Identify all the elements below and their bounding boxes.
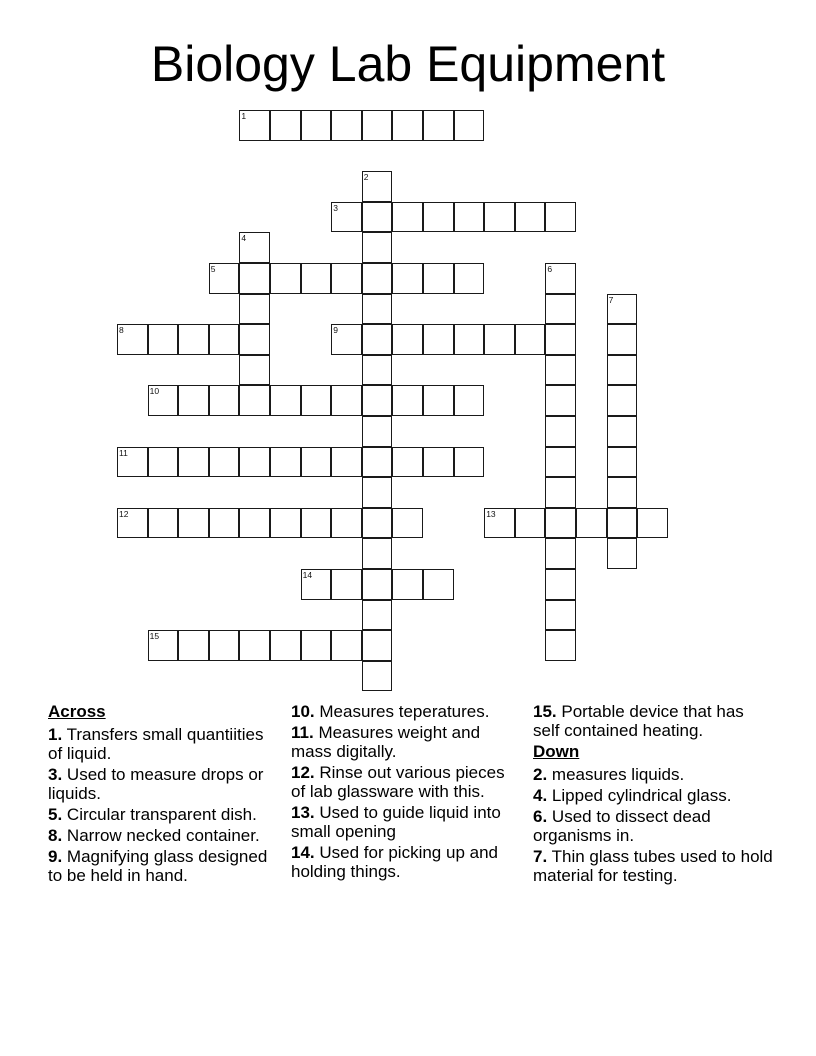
clue-text: Rinse out various pieces of lab glassware with this. <box>291 763 505 801</box>
grid-cell[interactable] <box>270 630 301 661</box>
clue-across-8 <box>48 826 278 845</box>
grid-cell[interactable] <box>209 447 240 478</box>
grid-cell[interactable] <box>423 324 454 355</box>
clue-number: 12. <box>291 763 315 782</box>
clue-number: 1. <box>48 725 63 744</box>
grid-cell[interactable] <box>178 447 209 478</box>
cell-number: 3 <box>333 202 338 213</box>
clue-text: Magnifying glass designed to be held in hand. <box>48 847 268 885</box>
grid-cell[interactable] <box>301 385 332 416</box>
grid-cell[interactable] <box>239 232 270 263</box>
grid-cell[interactable] <box>362 263 393 294</box>
clue-text: Measures weight and mass digitally. <box>291 723 481 761</box>
grid-cell[interactable] <box>148 324 179 355</box>
grid-cell[interactable] <box>239 508 270 539</box>
grid-cell[interactable] <box>239 324 270 355</box>
grid-cell[interactable] <box>239 294 270 325</box>
grid-cell[interactable] <box>454 385 485 416</box>
grid-cell[interactable] <box>209 385 240 416</box>
grid-cell[interactable] <box>148 630 179 661</box>
grid-cell[interactable] <box>545 294 576 325</box>
clue-number: 5. <box>48 805 63 824</box>
grid-cell[interactable] <box>301 110 332 141</box>
clue-number: 3. <box>48 765 63 784</box>
cell-number: 10 <box>149 386 160 397</box>
grid-cell[interactable] <box>607 477 638 508</box>
grid-cell[interactable] <box>362 416 393 447</box>
grid-cell[interactable] <box>454 447 485 478</box>
grid-cell[interactable] <box>331 110 362 141</box>
clue-text: Transfers small quantiities of liquid. <box>48 725 264 763</box>
grid-cell[interactable] <box>117 508 148 539</box>
grid-cell[interactable] <box>301 569 332 600</box>
grid-cell[interactable] <box>423 385 454 416</box>
clue-across-9 <box>48 847 278 885</box>
grid-cell[interactable] <box>545 630 576 661</box>
grid-cell[interactable] <box>607 508 638 539</box>
grid-cell[interactable] <box>148 508 179 539</box>
grid-cell[interactable] <box>362 538 393 569</box>
clue-number: 13. <box>291 803 315 822</box>
cell-number: 9 <box>333 325 338 336</box>
clue-across-3 <box>48 765 278 803</box>
grid-cell[interactable] <box>515 508 546 539</box>
grid-cell[interactable] <box>331 569 362 600</box>
clue-across-1 <box>48 725 278 763</box>
clue-text: Circular transparent dish. <box>66 805 257 824</box>
cell-number: 4 <box>241 233 247 244</box>
grid-cell[interactable] <box>545 600 576 631</box>
grid-cell[interactable] <box>392 508 423 539</box>
clue-across-11 <box>291 723 521 761</box>
clue-text: Lipped cylindrical glass. <box>551 786 732 805</box>
grid-cell[interactable] <box>454 324 485 355</box>
cell-number: 6 <box>547 264 553 274</box>
clue-text: Narrow necked container. <box>66 826 260 845</box>
clue-number: 15. <box>533 702 557 721</box>
grid-cell[interactable] <box>515 202 546 233</box>
grid-cell[interactable] <box>362 600 393 631</box>
grid-cell[interactable] <box>301 630 332 661</box>
grid-cell[interactable] <box>362 232 393 263</box>
grid-cell[interactable] <box>484 508 515 539</box>
cell-number: 5 <box>210 264 216 274</box>
grid-cell[interactable] <box>270 508 301 539</box>
grid-cell[interactable] <box>331 263 362 294</box>
clue-text: Used to measure drops or liquids. <box>48 765 264 803</box>
grid-cell[interactable] <box>454 202 485 233</box>
grid-cell[interactable] <box>392 324 423 355</box>
clue-number: 4. <box>533 786 548 805</box>
grid-cell[interactable] <box>270 263 301 294</box>
grid-cell[interactable] <box>515 324 546 355</box>
grid-cell[interactable] <box>545 569 576 600</box>
grid-cell[interactable] <box>178 324 209 355</box>
grid-cell[interactable] <box>545 538 576 569</box>
grid-cell[interactable] <box>423 569 454 600</box>
grid-cell[interactable] <box>423 202 454 233</box>
grid-cell[interactable] <box>637 508 668 539</box>
grid-cell[interactable] <box>392 110 423 141</box>
clue-across-5 <box>48 805 278 824</box>
grid-cell[interactable] <box>392 385 423 416</box>
cell-number: 15 <box>149 631 160 642</box>
grid-cell[interactable] <box>484 324 515 355</box>
clue-number: 14. <box>291 843 315 862</box>
grid-cell[interactable] <box>301 447 332 478</box>
grid-cell[interactable] <box>239 355 270 386</box>
clue-down-2 <box>533 765 773 784</box>
grid-cell[interactable] <box>331 447 362 478</box>
clue-across-10 <box>291 702 521 721</box>
grid-cell[interactable] <box>423 263 454 294</box>
clue-text: Portable device that has self contained heating. <box>533 702 744 740</box>
clue-number: 8. <box>48 826 63 845</box>
grid-cell[interactable] <box>362 385 393 416</box>
clue-number: 6. <box>533 807 548 826</box>
clue-across-15 <box>533 702 773 740</box>
grid-cell[interactable] <box>454 263 485 294</box>
clue-text: Used to dissect dead organisms in. <box>533 807 711 845</box>
clue-across-14 <box>291 843 521 881</box>
clue-across-12 <box>291 763 521 801</box>
grid-cell[interactable] <box>545 202 576 233</box>
grid-cell[interactable] <box>209 324 240 355</box>
grid-cell[interactable] <box>362 569 393 600</box>
puzzle-title: Biology Lab Equipment <box>150 36 666 92</box>
grid-cell[interactable] <box>362 477 393 508</box>
grid-cell[interactable] <box>362 447 393 478</box>
grid-cell[interactable] <box>239 385 270 416</box>
grid-cell[interactable] <box>545 477 576 508</box>
grid-cell[interactable] <box>362 294 393 325</box>
clue-number: 7. <box>533 847 548 866</box>
clue-number: 9. <box>48 847 63 866</box>
grid-cell[interactable] <box>607 538 638 569</box>
cell-number: 7 <box>608 294 614 305</box>
grid-cell[interactable] <box>331 202 362 233</box>
cell-number: 12 <box>119 508 129 519</box>
grid-cell[interactable] <box>607 416 638 447</box>
grid-cell[interactable] <box>484 202 515 233</box>
grid-cell[interactable] <box>545 263 576 294</box>
grid-cell[interactable] <box>545 324 576 355</box>
clue-down-7 <box>533 847 773 885</box>
clues-column-3 <box>533 702 773 887</box>
cell-number: 2 <box>363 172 369 183</box>
grid-cell[interactable] <box>545 508 576 539</box>
grid-cell[interactable] <box>392 202 423 233</box>
grid-cell[interactable] <box>545 447 576 478</box>
clue-across-13 <box>291 803 521 841</box>
down-heading: Down <box>533 742 580 761</box>
across-heading: Across <box>48 702 106 721</box>
grid-cell[interactable] <box>545 355 576 386</box>
grid-cell[interactable] <box>239 447 270 478</box>
grid-cell[interactable] <box>209 263 240 294</box>
grid-cell[interactable] <box>362 661 393 692</box>
grid-cell[interactable] <box>423 110 454 141</box>
grid-cell[interactable] <box>239 263 270 294</box>
clue-number: 10. <box>291 702 315 721</box>
grid-cell[interactable] <box>423 447 454 478</box>
clue-text: Thin glass tubes used to hold material for testing. <box>533 847 773 885</box>
grid-cell[interactable] <box>209 630 240 661</box>
grid-cell[interactable] <box>607 294 638 325</box>
cell-number: 13 <box>486 508 496 519</box>
grid-cell[interactable] <box>392 447 423 478</box>
clues-column-2 <box>291 702 521 883</box>
grid-cell[interactable] <box>362 355 393 386</box>
grid-cell[interactable] <box>362 508 393 539</box>
grid-cell[interactable] <box>545 385 576 416</box>
grid-cell[interactable] <box>362 630 393 661</box>
grid-cell[interactable] <box>607 447 638 478</box>
grid-cell[interactable] <box>148 447 179 478</box>
cell-number: 11 <box>119 447 128 458</box>
grid-cell[interactable] <box>392 569 423 600</box>
clue-number: 11. <box>291 723 314 742</box>
clue-text: Used to guide liquid into small opening <box>291 803 501 841</box>
cell-number: 1 <box>241 111 247 121</box>
grid-cell[interactable] <box>239 630 270 661</box>
grid-cell[interactable] <box>270 447 301 478</box>
grid-cell[interactable] <box>117 324 148 355</box>
grid-cell[interactable] <box>576 508 607 539</box>
cell-number: 8 <box>119 325 124 336</box>
grid-cell[interactable] <box>331 630 362 661</box>
grid-cell[interactable] <box>148 385 179 416</box>
clues-column-1 <box>48 702 278 887</box>
grid-cell[interactable] <box>362 171 393 202</box>
grid-cell[interactable] <box>270 110 301 141</box>
grid-cell[interactable] <box>178 630 209 661</box>
grid-cell[interactable] <box>178 508 209 539</box>
grid-cell[interactable] <box>209 508 240 539</box>
grid-cell[interactable] <box>362 110 393 141</box>
clue-text: Measures teperatures. <box>319 702 490 721</box>
grid-cell[interactable] <box>178 385 209 416</box>
clue-text: Used for picking up and holding things. <box>291 843 498 881</box>
cell-number: 14 <box>302 570 313 580</box>
grid-cell[interactable] <box>392 263 423 294</box>
clue-down-4 <box>533 786 773 805</box>
clue-down-6 <box>533 807 773 845</box>
grid-cell[interactable] <box>607 324 638 355</box>
grid-cell[interactable] <box>545 416 576 447</box>
grid-cell[interactable] <box>331 385 362 416</box>
grid-cell[interactable] <box>362 324 393 355</box>
grid-cell[interactable] <box>607 385 638 416</box>
grid-cell[interactable] <box>331 508 362 539</box>
grid-cell[interactable] <box>331 324 362 355</box>
grid-cell[interactable] <box>301 263 332 294</box>
grid-cell[interactable] <box>454 110 485 141</box>
grid-cell[interactable] <box>239 110 270 141</box>
grid-cell[interactable] <box>117 447 148 478</box>
clue-text: measures liquids. <box>551 765 685 784</box>
grid-cell[interactable] <box>301 508 332 539</box>
grid-cell[interactable] <box>270 385 301 416</box>
grid-cell[interactable] <box>607 355 638 386</box>
grid-cell[interactable] <box>362 202 393 233</box>
clue-number: 2. <box>533 765 548 784</box>
